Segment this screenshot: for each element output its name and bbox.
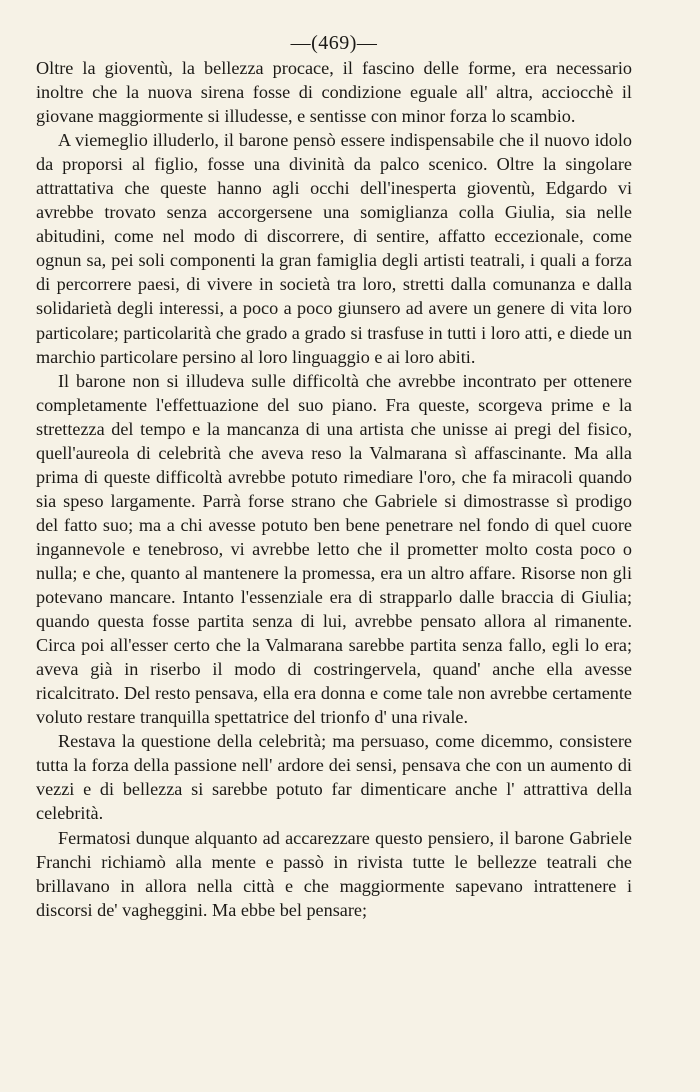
book-page <box>36 30 632 1070</box>
page-body <box>36 56 632 922</box>
paragraph-1: Oltre la gioventù, la bellezza procace, il fascino delle forme, era necessario inoltre che la nuova sirena fosse di condizione eguale all' altra, acciocchè il giovane maggiormente si illudesse, e sentisse con minor forza lo scambio. <box>36 58 632 127</box>
paragraph-2: A viemeglio illuderlo, il barone pensò essere indispensabile che il nuovo idolo da proporsi al figlio, fosse una divinità da palco scenico. Oltre la singolare attrattativa che queste hanno agli occhi dell'inesperta gioventù, Edgardo vi avrebbe trovato senza accorgersene una somiglianza colla Giulia, sia nelle abitudini, come nel modo di discorrere, di sentire, affatto eccezionale, come ognun sa, pei soli componenti la gran famiglia degli artisti teatrali, i quali a forza di percorrere paesi, di vivere in società tra loro, stretti dalla comunanza e dalla solidarietà degli interessi, a poco a poco giunsero ad avere un genere di vita loro particolare; particolarità che grado a grado si trasfuse in tutti i loro atti, e diede un marchio particolare persino al loro linguaggio e ai loro abiti. <box>36 130 632 367</box>
paragraph-3: Il barone non si illudeva sulle difficoltà che avrebbe incontrato per ottenere completamente l'effettuazione del suo piano. Fra queste, scorgeva prime e la strettezza del tempo e la mancanza di una artista che unisse ai pregi del fisico, quell'aureola di celebrità che aveva reso la Valmarana sì affascinante. Ma alla prima di queste difficoltà avrebbe potuto rimediare l'oro, che fa miracoli quando sia speso largamente. Parrà forse strano che Gabriele si dimostrasse sì prodigo del fatto suo; ma a chi avesse potuto ben bene penetrare nel fondo di quel cuore ingannevole e tenebroso, vi avrebbe letto che il prometter molto costa poco o nulla; e che, quanto al mantenere la promessa, era un altro affare. Risorse non gli potevano mancare. Intanto l'essenziale era di strapparlo dalle braccia di Giulia; quando questa fosse partita senza di lui, avrebbe pensato allora al rimanente. Circa poi all'esser certo che la Valmarana sarebbe partita senza fallo, egli lo era; aveva già in riserbo il modo di costringervela, quand' anche ella avesse ricalcitrato. Del resto pensava, ella era donna e come tale non avrebbe certamente voluto restare tranquilla spettatrice del trionfo d' una rivale. <box>36 370 632 728</box>
page-number: —(469)— <box>290 32 378 54</box>
paragraph-4: Restava la questione della celebrità; ma persuaso, come dicemmo, consistere tutta la forza della passione nell' ardore dei sensi, pensava che con un aumento di vezzi e di bellezza si sarebbe potuto far dimenticare anche l' attrattiva della celebrità. <box>36 731 632 824</box>
paragraph-5: Fermatosi dunque alquanto ad accarezzare questo pensiero, il barone Gabriele Franchi richiamò alla mente e passò in rivista tutte le bellezze teatrali che brillavano in allora nella città e che maggiormente sapevano intrattenere i discorsi de' vagheggini. Ma ebbe bel pensare; <box>36 827 632 920</box>
